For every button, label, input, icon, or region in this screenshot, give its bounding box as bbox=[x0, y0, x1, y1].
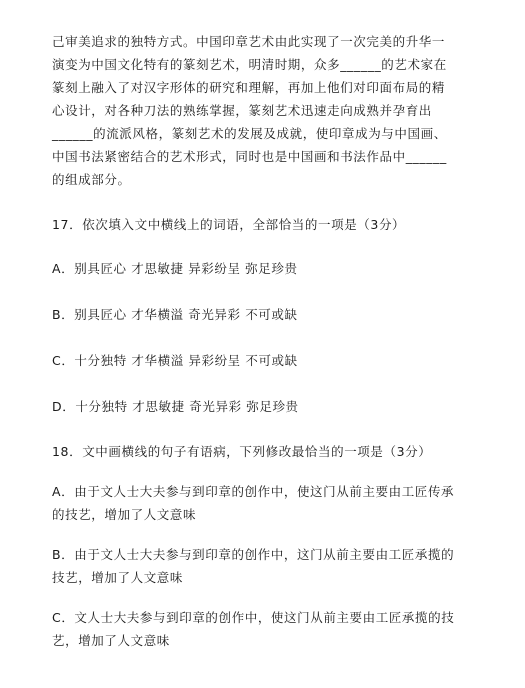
option-line: 技艺，增加了人文意味 bbox=[52, 570, 184, 585]
passage-line: 己审美追求的独特方式。中国印章艺术由此实现了一次完美的升华一 bbox=[52, 34, 446, 49]
question-18-stem: 18．文中画横线的句子有语病，下列修改最恰当的一项是（3分） bbox=[52, 444, 432, 459]
question-17-option-b: B．别具匠心 才华横溢 奇光异彩 不可或缺 bbox=[52, 307, 298, 322]
option-line: C．文人士大夫参与到印章的创作中，使这门从前主要由工匠承揽的技 bbox=[52, 610, 455, 625]
question-17-stem: 17．依次填入文中横线上的词语，全部恰当的一项是（3分） bbox=[52, 217, 406, 232]
option-line: A．由于文人士大夫参与到印章的创作中，使这门从前主要由工匠传承 bbox=[52, 484, 455, 499]
passage-line: 心设计，对各种刀法的熟练掌握，篆刻艺术迅速走向成熟并孕育出 bbox=[52, 103, 432, 118]
option-line: 的技艺，增加了人文意味 bbox=[52, 507, 197, 522]
question-17-option-a: A．别具匠心 才思敏捷 异彩纷呈 弥足珍贵 bbox=[52, 261, 298, 276]
passage-line: 中国书法紧密结合的艺术形式，同时也是中国画和书法作品中______ bbox=[52, 149, 447, 164]
question-17-option-d: D．十分独特 才思敏捷 奇光异彩 弥足珍贵 bbox=[52, 399, 299, 414]
passage-line: 篆刻上融入了对汉字形体的研究和理解，再加上他们对印面布局的精 bbox=[52, 80, 446, 95]
option-line: 艺，增加了人文意味 bbox=[52, 633, 170, 648]
passage-line: 演变为中国文化特有的篆刻艺术，明清时期，众多______的艺术家在 bbox=[52, 57, 447, 72]
option-line: B．由于文人士大夫参与到印章的创作中，这门从前主要由工匠承揽的 bbox=[52, 547, 455, 562]
exam-page bbox=[52, 30, 492, 652]
question-18-option-b bbox=[52, 543, 492, 589]
question-17-option-c: C．十分独特 才华横溢 异彩纷呈 不可或缺 bbox=[52, 353, 298, 368]
passage-line: 的组成部分。 bbox=[52, 172, 131, 187]
question-18-option-c bbox=[52, 606, 492, 652]
passage-paragraph bbox=[52, 30, 492, 191]
passage-line: ______的流派风格，篆刻艺术的发展及成就，使印章成为与中国画、 bbox=[52, 126, 447, 141]
question-18-option-a bbox=[52, 480, 492, 526]
